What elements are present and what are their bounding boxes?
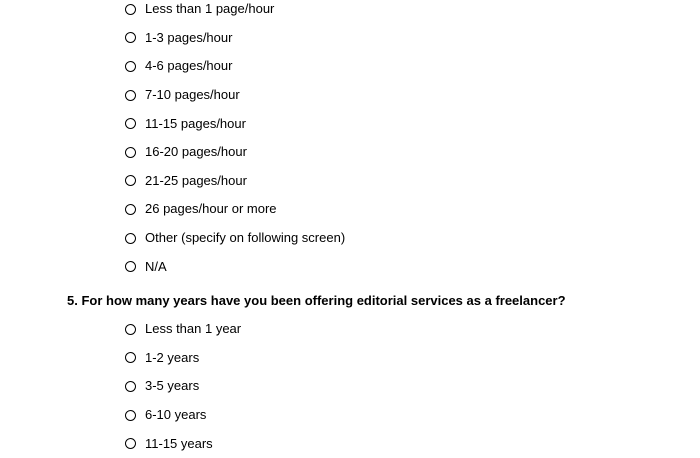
radio-button[interactable] <box>125 61 136 72</box>
radio-button[interactable] <box>125 118 136 129</box>
question-5-options <box>0 315 700 458</box>
radio-button[interactable] <box>125 175 136 186</box>
option-label: N/A <box>145 258 167 274</box>
question-5-option <box>0 429 700 458</box>
option-label: 7-10 pages/hour <box>145 87 240 103</box>
option-label: Less than 1 page/hour <box>145 1 275 17</box>
option-label: 1-2 years <box>145 349 200 365</box>
question-5-option <box>0 344 700 373</box>
option-label: 26 pages/hour or more <box>145 201 277 217</box>
option-label: 16-20 pages/hour <box>145 144 247 160</box>
question-5-text: 5. For how many years have you been offering editorial services as a freelancer? <box>67 293 566 308</box>
option-label: 21-25 pages/hour <box>145 172 247 188</box>
option-label: 3-5 years <box>145 378 200 394</box>
question-4-option <box>0 167 700 196</box>
question-4-option <box>0 52 700 81</box>
radio-button[interactable] <box>125 4 136 15</box>
option-label: Other (specify on following screen) <box>145 230 346 246</box>
radio-button[interactable] <box>125 324 136 335</box>
question-4-option <box>0 138 700 167</box>
question-4-option <box>0 24 700 53</box>
question-4-option <box>0 81 700 110</box>
radio-button[interactable] <box>125 32 136 43</box>
radio-button[interactable] <box>125 147 136 158</box>
question-5-option <box>0 315 700 344</box>
option-label: 11-15 pages/hour <box>145 115 246 131</box>
radio-button[interactable] <box>125 90 136 101</box>
radio-button[interactable] <box>125 438 136 449</box>
option-label: 4-6 pages/hour <box>145 58 233 74</box>
radio-button[interactable] <box>125 352 136 363</box>
radio-button[interactable] <box>125 410 136 421</box>
question-4-option <box>0 109 700 138</box>
option-label: 1-3 pages/hour <box>145 29 233 45</box>
radio-button[interactable] <box>125 261 136 272</box>
radio-button[interactable] <box>125 233 136 244</box>
question-5-option <box>0 372 700 401</box>
radio-button[interactable] <box>125 204 136 215</box>
option-label: Less than 1 year <box>145 321 242 337</box>
question-4-option <box>0 195 700 224</box>
question-4-option <box>0 0 700 24</box>
question-4-option <box>0 252 700 281</box>
option-label: 6-10 years <box>145 407 207 423</box>
radio-button[interactable] <box>125 381 136 392</box>
question-4-option <box>0 224 700 253</box>
question-5-option <box>0 401 700 430</box>
option-label: 11-15 years <box>145 435 213 451</box>
